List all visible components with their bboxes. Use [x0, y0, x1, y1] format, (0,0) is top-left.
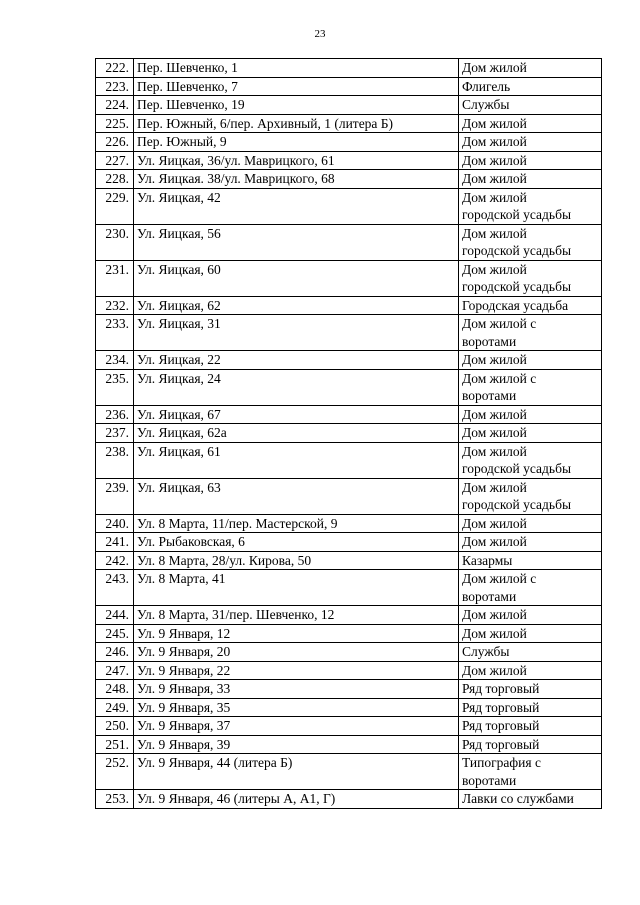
row-number-cell: 222.: [96, 59, 134, 78]
row-number-cell: 245.: [96, 624, 134, 643]
object-type-cell: Дом жилой: [459, 624, 602, 643]
object-type-cell: Дом жилой: [459, 59, 602, 78]
monuments-table: [95, 58, 602, 809]
object-type-cell: Службы: [459, 643, 602, 662]
object-type-cell: Флигель: [459, 77, 602, 96]
object-type-cell: Дом жилой: [459, 133, 602, 152]
object-type-cell: Дом жилой: [459, 533, 602, 552]
table-body: [96, 59, 602, 809]
object-type-cell: Дом жилой: [459, 661, 602, 680]
address-cell: Ул. 8 Марта, 31/пер. Шевченко, 12: [134, 606, 459, 625]
table-row: [96, 680, 602, 699]
table-row: [96, 442, 602, 478]
row-number-cell: 242.: [96, 551, 134, 570]
address-cell: Ул. Яицкая, 67: [134, 405, 459, 424]
row-number-cell: 243.: [96, 570, 134, 606]
address-cell: Ул. 9 Января, 12: [134, 624, 459, 643]
table-row: [96, 478, 602, 514]
address-cell: Ул. Рыбаковская, 6: [134, 533, 459, 552]
address-cell: Пер. Шевченко, 7: [134, 77, 459, 96]
address-cell: Пер. Южный, 9: [134, 133, 459, 152]
address-cell: Ул. 9 Января, 39: [134, 735, 459, 754]
table-row: [96, 369, 602, 405]
address-cell: Пер. Шевченко, 1: [134, 59, 459, 78]
address-cell: Ул. 8 Марта, 28/ул. Кирова, 50: [134, 551, 459, 570]
object-type-cell: Дом жилой городской усадьбы: [459, 442, 602, 478]
address-cell: Ул. 9 Января, 33: [134, 680, 459, 699]
address-cell: Ул. Яицкая, 63: [134, 478, 459, 514]
row-number-cell: 226.: [96, 133, 134, 152]
object-type-cell: Ряд торговый: [459, 680, 602, 699]
object-type-cell: Дом жилой: [459, 151, 602, 170]
row-number-cell: 232.: [96, 296, 134, 315]
object-type-cell: Дом жилой городской усадьбы: [459, 224, 602, 260]
table-row: [96, 151, 602, 170]
table-row: [96, 735, 602, 754]
row-number-cell: 247.: [96, 661, 134, 680]
address-cell: Ул. Яицкая, 62а: [134, 424, 459, 443]
address-cell: Ул. 9 Января, 37: [134, 717, 459, 736]
table-row: [96, 698, 602, 717]
table-row: [96, 551, 602, 570]
table-row: [96, 643, 602, 662]
object-type-cell: Дом жилой с воротами: [459, 315, 602, 351]
table-row: [96, 790, 602, 809]
row-number-cell: 249.: [96, 698, 134, 717]
object-type-cell: Городская усадьба: [459, 296, 602, 315]
table-row: [96, 296, 602, 315]
table-row: [96, 624, 602, 643]
row-number-cell: 240.: [96, 514, 134, 533]
row-number-cell: 228.: [96, 170, 134, 189]
table-row: [96, 96, 602, 115]
table-row: [96, 59, 602, 78]
address-cell: Ул. 8 Марта, 11/пер. Мастерской, 9: [134, 514, 459, 533]
row-number-cell: 237.: [96, 424, 134, 443]
address-cell: Ул. 9 Января, 44 (литера Б): [134, 754, 459, 790]
object-type-cell: Дом жилой: [459, 405, 602, 424]
object-type-cell: Дом жилой городской усадьбы: [459, 188, 602, 224]
table-row: [96, 661, 602, 680]
object-type-cell: Дом жилой: [459, 606, 602, 625]
address-cell: Ул. Яицкая, 31: [134, 315, 459, 351]
object-type-cell: Казармы: [459, 551, 602, 570]
table-row: [96, 717, 602, 736]
address-cell: Ул. 9 Января, 20: [134, 643, 459, 662]
address-cell: Ул. Яицкая, 62: [134, 296, 459, 315]
table-row: [96, 77, 602, 96]
object-type-cell: Лавки со службами: [459, 790, 602, 809]
row-number-cell: 227.: [96, 151, 134, 170]
row-number-cell: 236.: [96, 405, 134, 424]
address-cell: Ул. Яицкая, 60: [134, 260, 459, 296]
table-row: [96, 351, 602, 370]
address-cell: Ул. Яицкая, 24: [134, 369, 459, 405]
object-type-cell: Дом жилой: [459, 424, 602, 443]
object-type-cell: Дом жилой: [459, 514, 602, 533]
row-number-cell: 231.: [96, 260, 134, 296]
object-type-cell: Ряд торговый: [459, 698, 602, 717]
table-row: [96, 514, 602, 533]
address-cell: Ул. 9 Января, 35: [134, 698, 459, 717]
row-number-cell: 234.: [96, 351, 134, 370]
address-cell: Ул. 9 Января, 22: [134, 661, 459, 680]
row-number-cell: 252.: [96, 754, 134, 790]
row-number-cell: 225.: [96, 114, 134, 133]
object-type-cell: Дом жилой с воротами: [459, 570, 602, 606]
object-type-cell: Ряд торговый: [459, 717, 602, 736]
object-type-cell: Дом жилой: [459, 351, 602, 370]
row-number-cell: 224.: [96, 96, 134, 115]
table-row: [96, 224, 602, 260]
address-cell: Ул. 8 Марта, 41: [134, 570, 459, 606]
row-number-cell: 223.: [96, 77, 134, 96]
row-number-cell: 248.: [96, 680, 134, 699]
table-row: [96, 533, 602, 552]
row-number-cell: 244.: [96, 606, 134, 625]
address-cell: Пер. Шевченко, 19: [134, 96, 459, 115]
row-number-cell: 253.: [96, 790, 134, 809]
table-row: [96, 424, 602, 443]
object-type-cell: Службы: [459, 96, 602, 115]
row-number-cell: 241.: [96, 533, 134, 552]
table-row: [96, 315, 602, 351]
address-cell: Ул. Яицкая. 38/ул. Маврицкого, 68: [134, 170, 459, 189]
row-number-cell: 230.: [96, 224, 134, 260]
table-row: [96, 170, 602, 189]
table-row: [96, 570, 602, 606]
page-number: 23: [314, 28, 326, 40]
object-type-cell: Дом жилой с воротами: [459, 369, 602, 405]
table-row: [96, 754, 602, 790]
address-cell: Пер. Южный, 6/пер. Архивный, 1 (литера Б): [134, 114, 459, 133]
object-type-cell: Типография с воротами: [459, 754, 602, 790]
table-row: [96, 405, 602, 424]
row-number-cell: 238.: [96, 442, 134, 478]
object-type-cell: Дом жилой городской усадьбы: [459, 478, 602, 514]
address-cell: Ул. Яицкая, 22: [134, 351, 459, 370]
address-cell: Ул. Яицкая, 56: [134, 224, 459, 260]
row-number-cell: 246.: [96, 643, 134, 662]
row-number-cell: 250.: [96, 717, 134, 736]
row-number-cell: 235.: [96, 369, 134, 405]
address-cell: Ул. 9 Января, 46 (литеры А, А1, Г): [134, 790, 459, 809]
object-type-cell: Дом жилой: [459, 170, 602, 189]
row-number-cell: 233.: [96, 315, 134, 351]
address-cell: Ул. Яицкая, 61: [134, 442, 459, 478]
address-cell: Ул. Яицкая, 42: [134, 188, 459, 224]
table-row: [96, 133, 602, 152]
object-type-cell: Дом жилой: [459, 114, 602, 133]
table-row: [96, 114, 602, 133]
row-number-cell: 229.: [96, 188, 134, 224]
object-type-cell: Ряд торговый: [459, 735, 602, 754]
address-cell: Ул. Яицкая, 36/ул. Маврицкого, 61: [134, 151, 459, 170]
row-number-cell: 239.: [96, 478, 134, 514]
table-row: [96, 606, 602, 625]
object-type-cell: Дом жилой городской усадьбы: [459, 260, 602, 296]
table-row: [96, 260, 602, 296]
table-row: [96, 188, 602, 224]
row-number-cell: 251.: [96, 735, 134, 754]
